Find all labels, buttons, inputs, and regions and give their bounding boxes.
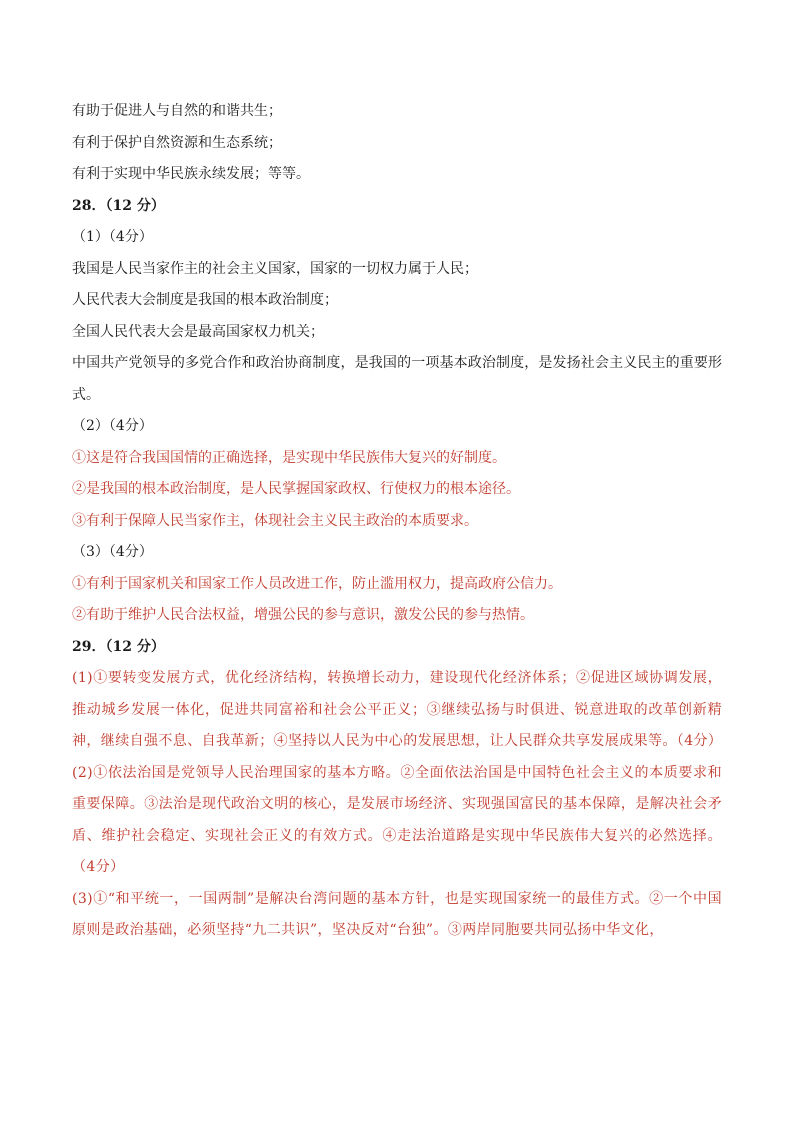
q28-part2-line-2: ②是我国的根本政治制度，是人民掌握国家政权、行使权力的根本途径。 xyxy=(72,481,520,497)
question-29-heading: 29．（12 分） xyxy=(72,638,165,655)
q28-part3-line-1: ①有利于国家机关和国家工作人员改进工作，防止滥用权力，提高政府公信力。 xyxy=(72,575,562,592)
q28-part1-line-1: 我国是人民当家作主的社会主义国家，国家的一切权力属于人民； xyxy=(72,260,478,277)
q28-part1-line-4: 中国共产党领导的多党合作和政治协商制度，是我国的一项基本政治制度，是发扬社会主义民主的重要形式。 xyxy=(72,355,722,403)
q28-part2-line-1: ①这是符合我国国情的正确选择，是实现中华民族伟大复兴的好制度。 xyxy=(72,449,506,466)
intro-line-3: 有利于实现中华民族永续发展；等等。 xyxy=(72,166,310,182)
answer-page xyxy=(72,96,722,947)
q28-part3-line-2: ②有助于维护人民合法权益，增强公民的参与意识，激发公民的参与热情。 xyxy=(72,607,534,623)
intro-line-1: 有助于促进人与自然的和谐共生； xyxy=(72,103,282,119)
question-28-heading: 28．（12 分） xyxy=(72,197,165,214)
q29-answer-1: (1)①要转变发展方式，优化经济结构，转换增长动力，建设现代化经济体系；②促进区域协调发展，推动城乡发展一体化，促进共同富裕和社会公平正义；③继续弘扬与时俱进、锐意进取的改革创新精神，继续自强不息、自我革新；④坚持以人民为中心的发展思想，让人民群众共享发展成果等。（4分） xyxy=(72,670,723,749)
q29-answer-3: (3)①“和平统一，一国两制”是解决台湾问题的基本方针，也是实现国家统一的最佳方式。②一个中国原则是政治基础，必须坚持“九二共识”，坚决反对“台独”。③两岸同胞要共同弘扬中华文化， xyxy=(72,890,722,938)
q28-part1-line-2: 人民代表大会制度是我国的根本政治制度； xyxy=(72,292,338,308)
q28-part1-label: （1）（4分） xyxy=(72,229,153,245)
q29-answer-2: (2)①依法治国是党领导人民治理国家的基本方略。②全面依法治国是中国特色社会主义的本质要求和重要保障。③法治是现代政治文明的核心，是发展市场经济、实现强国富民的基本保障，是解决社会矛盾、维护社会稳定、实现社会正义的有效方式。④走法治道路是实现中华民族伟大复兴的必然选择。（4分） xyxy=(72,764,722,875)
intro-line-2: 有利于保护自然资源和生态系统； xyxy=(72,134,282,151)
q28-part2-line-3: ③有利于保障人民当家作主，体现社会主义民主政治的本质要求。 xyxy=(72,512,478,529)
q28-part1-line-3: 全国人民代表大会是最高国家权力机关； xyxy=(72,323,324,340)
q28-part3-label: （3）（4分） xyxy=(72,544,153,560)
q28-part2-label: （2）（4分） xyxy=(72,418,153,434)
